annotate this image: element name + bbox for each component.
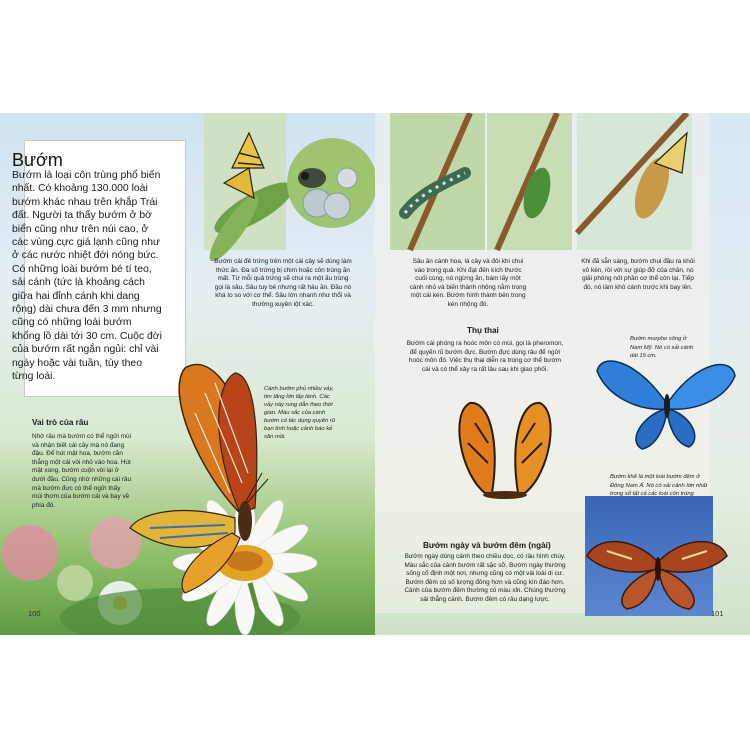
- page-title: Bướm: [12, 150, 63, 170]
- caterpillar-on-twig-illustration: [390, 113, 485, 250]
- butterfly-emerging-illustration: [577, 113, 692, 250]
- daynight-heading: Bướm ngày và bướm đêm (ngài): [423, 541, 551, 550]
- left-page: [0, 113, 375, 635]
- book-spread: [0, 113, 750, 635]
- chrysalis-illustration: [487, 113, 572, 250]
- antenna-heading: Vai trò của râu: [32, 418, 89, 427]
- lifecycle-caption-1: Bướm cái đẻ trứng trên một cái cây sẽ dùng làm thức ăn. Đa số trứng bị chim hoặc côn trùng ăn mất. Từ mỗi quả trứng sẽ chui ra một ấu trùng gọi là sâu. Sâu tuy bé nhưng rất háu ăn. Đầu nó khá to so với cơ thể. Sâu lớn nhanh như thổi và thường xuyên lột xác.: [214, 258, 352, 308]
- atlas-moth-illustration: [587, 531, 727, 611]
- lifecycle-caption-2: Sâu ăn cành hoa, lá cây và đôi khi chui vào trong quả. Khi đạt đến kích thước cuối cùng, nó ngừng ăn, bám lấy một cành nhỏ và biến thành nhộng nằm trong một cái kén. Bướm hình thành bên trong kén nhộng đó.: [409, 258, 527, 308]
- caterpillar-hatching-illustration: [287, 128, 375, 238]
- morpho-caption: Bướm morpho sống ở Nam Mỹ. Nó có sải cánh dài 15 cm.: [630, 336, 694, 360]
- atlas-caption: Bướm khế là một loài bướm đêm ở Đông Nam Á. Nó có sải cánh lớn nhất trong số tất cả các loài côn trùng: [610, 474, 708, 498]
- mating-butterflies-illustration: [430, 383, 580, 503]
- page-number-left: 100: [28, 609, 41, 618]
- antenna-text: Nhờ râu mà bướm có thể ngửi mùi và nhận biết cái cây mà nó đang đậu. Để hút mật hoa, bướm cần thẳng một cái vòi nhỏ vào hoa. Hút mật xong, bướm cuộn vòi lại ở dưới đầu. Cũng nhờ những cái râu mà bướm đực có thể ngửi thấy mùi thơm của bướm cái và bay về phía đó.: [32, 433, 132, 509]
- daynight-text: Bướm ngày dùng cánh theo chiều dọc, có râu hình chùy. Màu sắc của cánh bướm rất sặc sỡ. Bướm ngày thường sống cố định một nơi, nhưng cũng có một vài loài di cư. Bướm đêm có số lượng đông hơn và cũng kín đáo hơn. Cánh của bướm đêm thường có màu xỉn. Chúng thường sải thẳng cánh. Bướm đêm có râu dạng lược.: [404, 553, 566, 603]
- intro-text: Bướm là loại côn trùng phổ biến nhất. Có khoảng 130.000 loài bướm khác nhau trên khắp Trái đất. Người ta thấy bướm ở bờ biển cũng như trên núi cao, ở các vùng cực giá lạnh cũng như ở các nước nhiệt đới nóng bức. Có những loài bướm bé tí teo, sải cánh (tức là khoảng cách giữa hai đỉnh cánh khi dang rộng) dài chưa đến 3 mm nhưng cũng có những loài bướm khổng lồ dài tới 30 cm. Cuộc đời của bướm rất ngắn ngủi: chỉ vài ngày hoặc vài tuần, tùy theo từng loài.: [12, 170, 162, 383]
- right-page: [375, 113, 750, 635]
- page-number-right: 101: [711, 609, 724, 618]
- morpho-butterfly-illustration: [597, 351, 737, 451]
- mating-heading: Thụ thai: [467, 326, 499, 335]
- lifecycle-caption-3: Khi đã sẵn sàng, bướm chui đầu ra khỏi vỏ kén, rồi với sự giúp đỡ của chân, nó giải phóng nốt phần cơ thể còn lại. Tiếp đó, nó làm khô cánh trước khi bay lên.: [581, 258, 695, 291]
- mating-text: Bướm cái phóng ra hoóc môn có mùi, gọi là pheromon, để quyến rũ bướm đực. Bướm đực dùng râu để ngửi hoóc môn đó. Việc thụ thai diễn ra trong cơ thể bướm cái và có thể xảy ra rất lâu sau khi giao phối.: [406, 340, 564, 373]
- wing-scales-caption: Cánh bướm phủ nhiều vảy, tim tăng lớn lấp lánh. Các vảy này rung dẫn theo thời gian. Màu sắc của cánh bướm có tác dụng quyến rũ bạn tình hoặc cảnh báo kẻ săn mồi.: [264, 386, 335, 440]
- butterfly-laying-eggs-illustration: [204, 113, 286, 250]
